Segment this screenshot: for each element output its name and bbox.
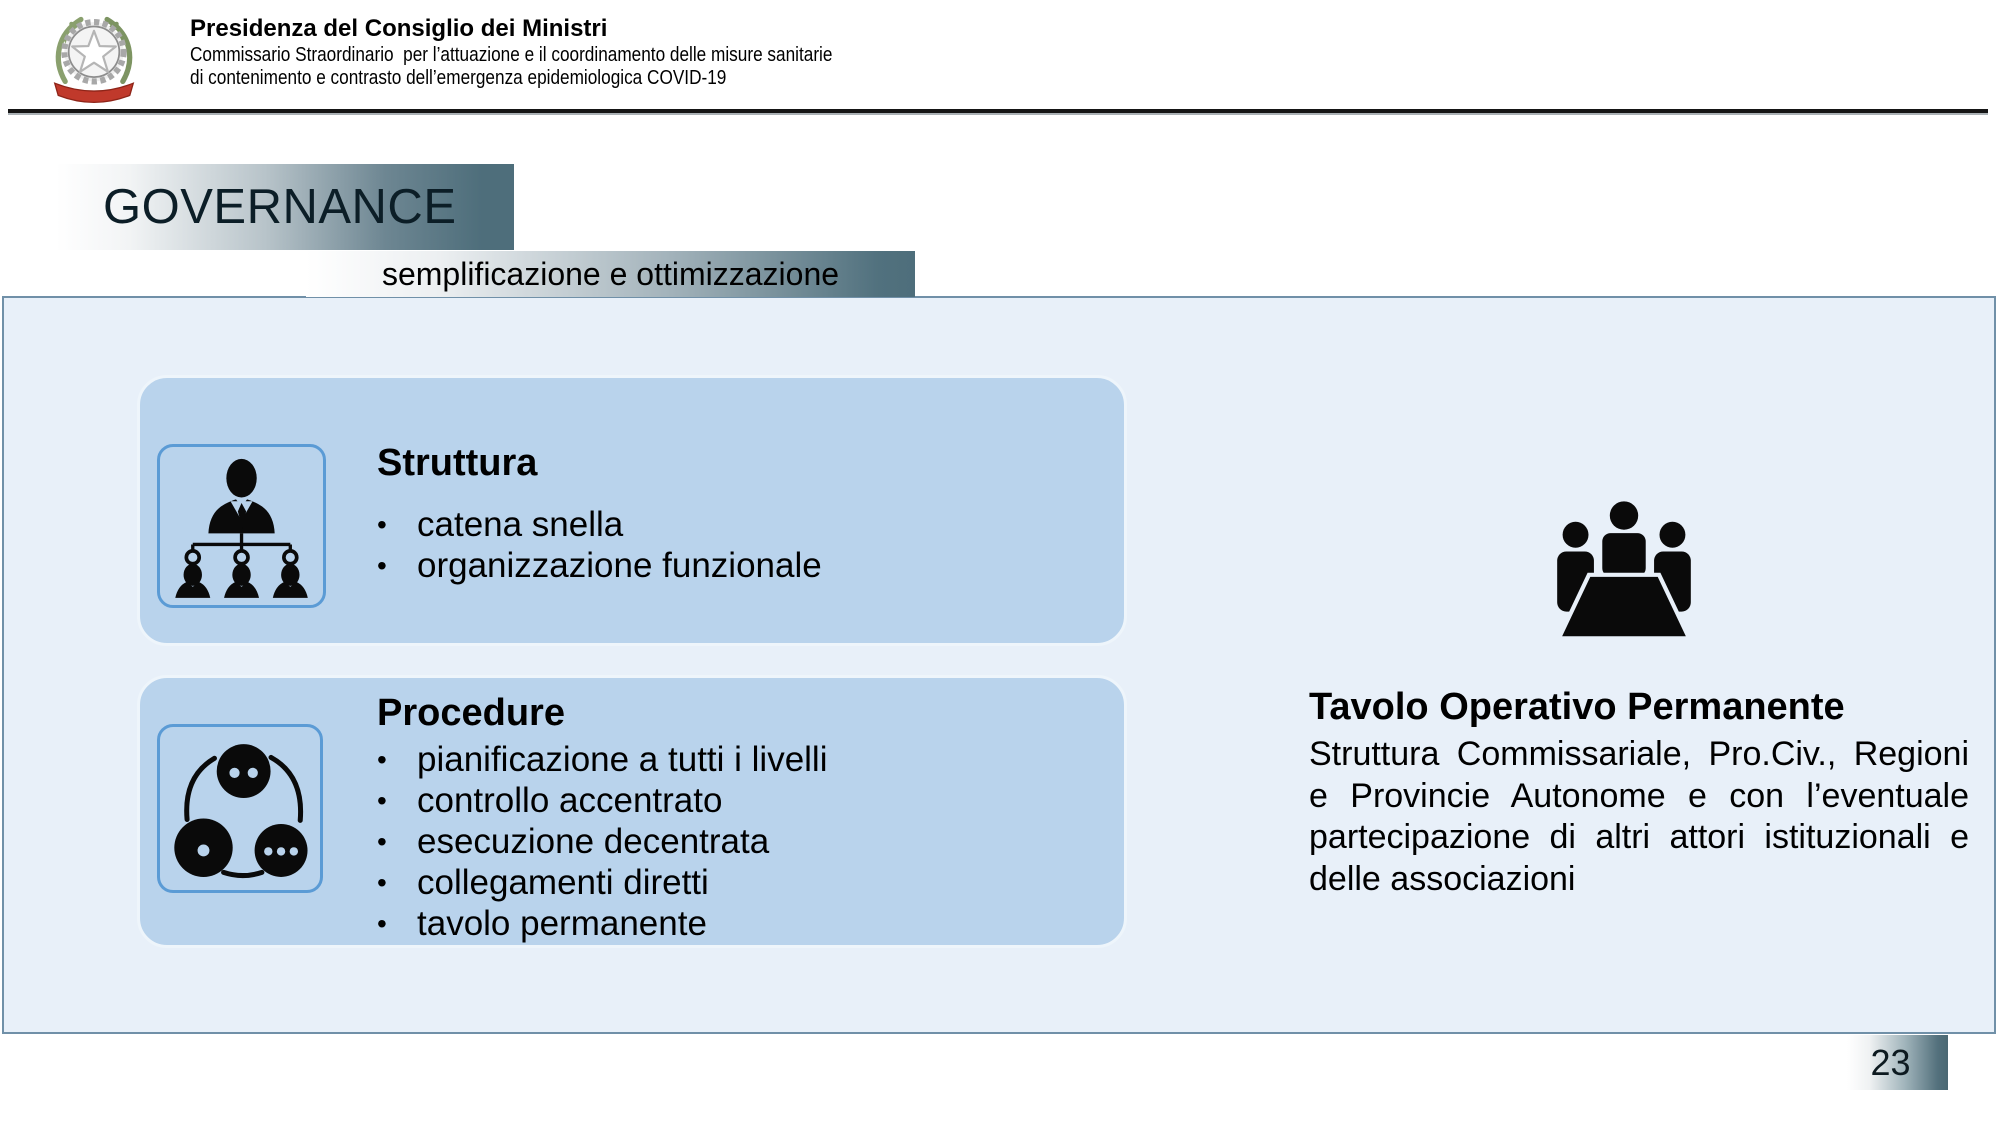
- process-network-icon: [157, 724, 323, 893]
- bullet-text: catena snella: [417, 505, 624, 544]
- bullet-item: [377, 821, 827, 862]
- bullet-marker: •: [377, 744, 387, 775]
- description-line: delle associazioni: [1309, 859, 1576, 898]
- bullet-text: tavolo permanente: [417, 904, 707, 943]
- meeting-table-icon: [1540, 498, 1708, 640]
- card-procedure-title: Procedure: [377, 692, 565, 734]
- description-line: partecipazione di altri attori istituzionali e: [1309, 818, 1969, 856]
- bullet-text: collegamenti diretti: [417, 863, 709, 902]
- bullet-marker: •: [377, 509, 387, 540]
- bullet-text: pianificazione a tutti i livelli: [417, 740, 828, 779]
- description-line: Struttura Commissariale, Pro.Civ., Regioni: [1309, 735, 1969, 773]
- card-procedure-bullets: [377, 739, 827, 944]
- description-line: e Provincie Autonome e con l’eventuale: [1309, 776, 1969, 815]
- bullet-item: [377, 545, 822, 586]
- card-procedure: [137, 675, 1127, 948]
- right-panel-title: Tavolo Operativo Permanente: [1309, 686, 1845, 728]
- bullet-item: [377, 504, 822, 545]
- bullet-marker: •: [377, 867, 387, 898]
- slide-title-banner: GOVERNANCE: [56, 164, 514, 250]
- bullet-item: [377, 739, 827, 780]
- bullet-text: controllo accentrato: [417, 781, 723, 820]
- bullet-item: [377, 862, 827, 903]
- bullet-item: [377, 903, 827, 944]
- italy-emblem-logo: [46, 7, 142, 107]
- page-number-badge: [1847, 1035, 1948, 1090]
- bullet-marker: •: [377, 908, 387, 939]
- header-subtitle-line2: di contenimento e contrasto dell’emergenza epidemiologica COVID-19: [190, 66, 727, 89]
- card-struttura-title: Struttura: [377, 442, 538, 484]
- card-struttura: [137, 375, 1127, 646]
- right-panel-description: [1309, 734, 1969, 900]
- bullet-marker: •: [377, 785, 387, 816]
- org-chart-icon: [157, 444, 326, 608]
- page-number: 23: [1870, 1041, 1911, 1083]
- bullet-text: organizzazione funzionale: [417, 546, 822, 585]
- bullet-marker: •: [377, 550, 387, 581]
- bullet-marker: •: [377, 826, 387, 857]
- header-divider: [8, 109, 1988, 115]
- card-struttura-bullets: [377, 504, 822, 586]
- italy-emblem-icon: [46, 7, 142, 107]
- header-subtitle-line1: Commissario Straordinario per l’attuazione e il coordinamento delle misure sanitarie: [190, 44, 833, 66]
- slide-subtitle-banner: semplificazione e ottimizzazione: [306, 251, 915, 297]
- header-text: [190, 13, 937, 89]
- bullet-item: [377, 780, 827, 821]
- bullet-text: esecuzione decentrata: [417, 822, 770, 861]
- header-title: Presidenza del Consiglio dei Ministri: [190, 15, 608, 42]
- content-panel: [2, 296, 1996, 1034]
